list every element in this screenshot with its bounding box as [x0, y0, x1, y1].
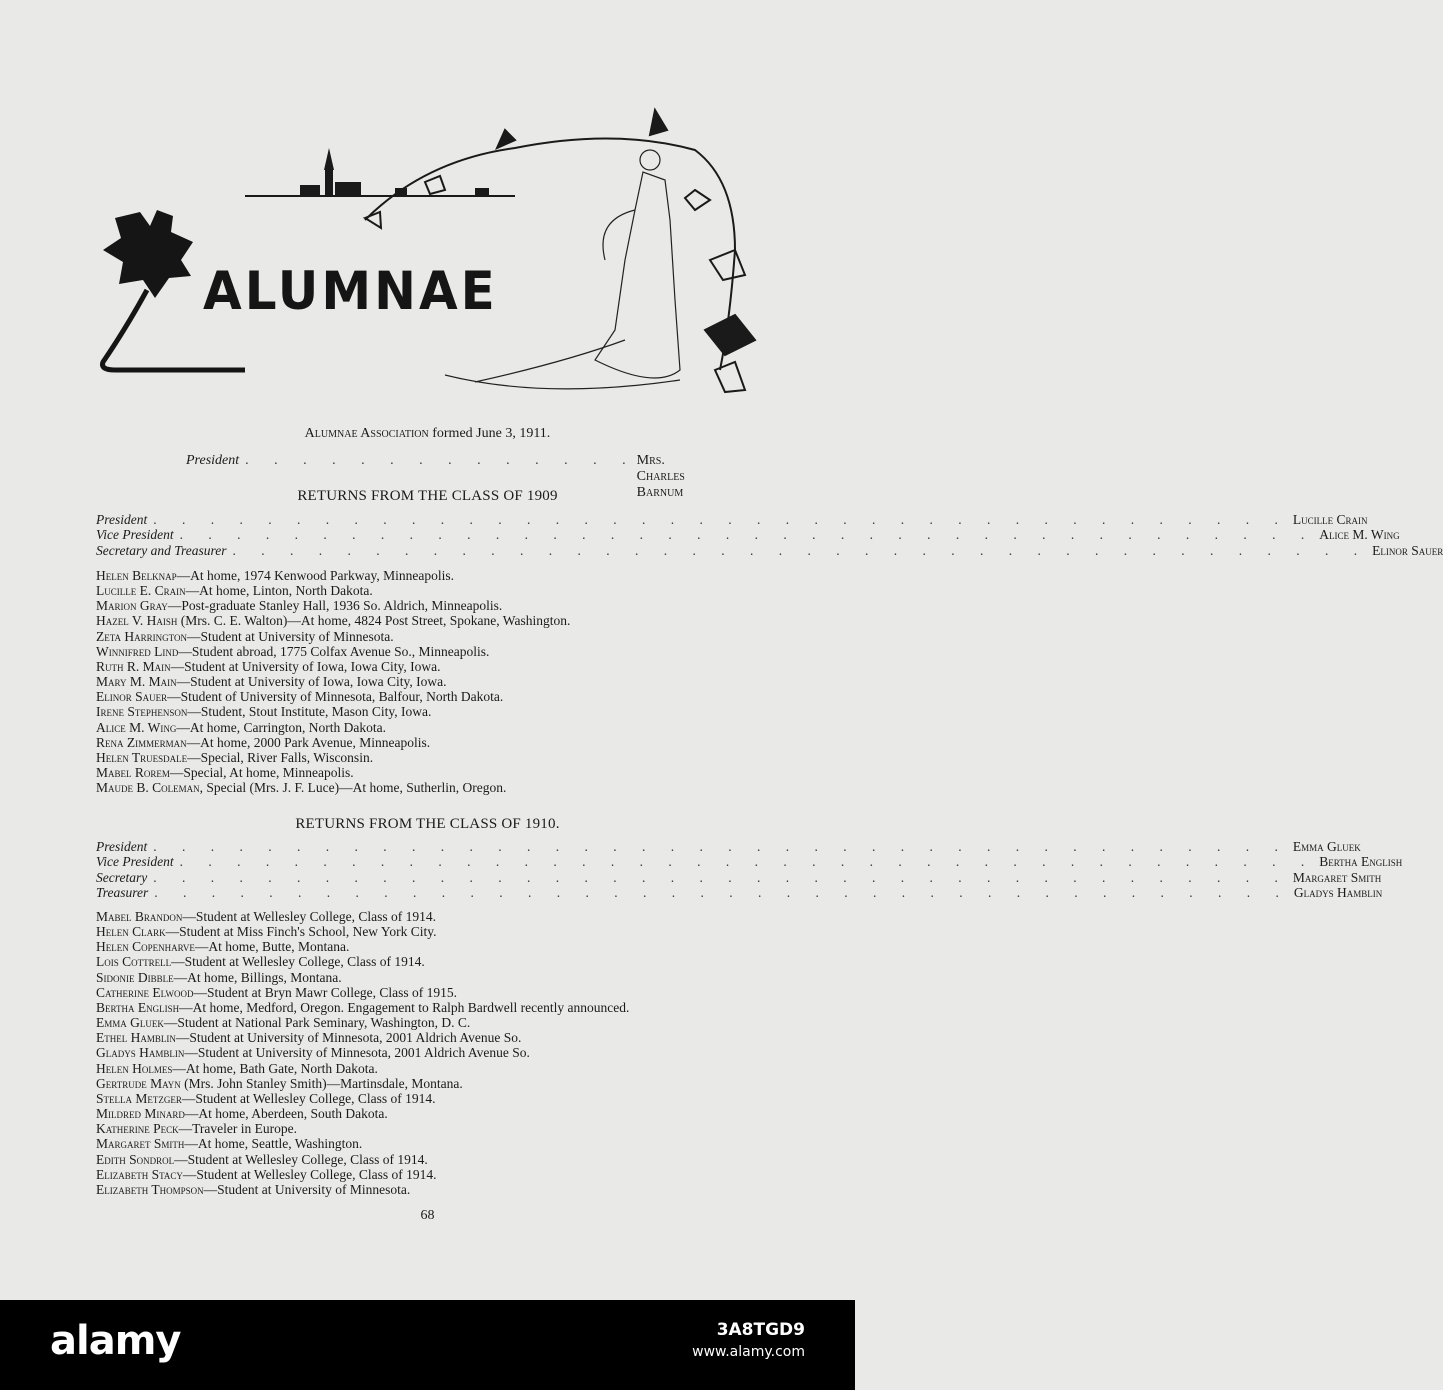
officer-role: President: [186, 453, 240, 468]
member-details: —Student abroad, 1775 Colfax Avenue So., Minneapolis.: [178, 643, 490, 659]
class-1910-officers: [96, 839, 1403, 900]
officer-name: Mrs. Charles Barnum: [636, 453, 685, 500]
member-details: —At home, Aberdeen, South Dakota.: [184, 1106, 388, 1122]
member-entry: [96, 1015, 629, 1030]
officer-name: Alice M. Wing: [1319, 527, 1400, 543]
member-name: Katherine Peck: [96, 1121, 179, 1137]
member-details: —Student at University of Iowa, Iowa City, Iowa.: [170, 658, 441, 674]
ivy-vine-icon: [365, 110, 755, 392]
member-details: —Student at University of Iowa, Iowa City, Iowa.: [176, 674, 447, 690]
member-entry: [96, 750, 570, 765]
officer-role: Treasurer: [96, 884, 149, 900]
dot-leader: . . . . . . . . . . . . . . . . . . . . . . . . . . . . . . . . . . . . . . . .: [232, 542, 1369, 558]
member-entry: [96, 954, 629, 969]
association-name: Alumnae Association: [304, 426, 429, 441]
member-details: —Student, Stout Institute, Mason City, Iowa.: [187, 704, 432, 720]
officer-role: Vice President: [96, 527, 174, 543]
member-entry: [96, 689, 570, 704]
officer-role: Secretary and Treasurer: [96, 542, 227, 558]
member-entry: [96, 613, 570, 628]
dot-leader: . . . . . . . . . . . . . . . . . . . . . . . . . . . . . . . . . . . . . . . .: [179, 854, 1316, 870]
member-entry: [96, 1121, 629, 1136]
officer-row: [96, 869, 1382, 885]
member-name: Mabel Rorem: [96, 765, 170, 781]
member-name: Hazel V. Haish: [96, 613, 178, 629]
member-details: —At home, Butte, Montana.: [194, 939, 350, 955]
page-title: ALUMNAE: [203, 260, 498, 322]
member-entry: [96, 924, 629, 939]
member-entry: [96, 985, 629, 1000]
member-details: —Student at Wellesley College, Class of 1914.: [182, 1166, 437, 1182]
member-name: Maude B. Coleman: [96, 780, 200, 796]
member-name: Irene Stephenson: [96, 704, 188, 720]
dot-leader: . . . . . . . . . . . . . . . . . . . . . . . . . . . . . . . . . . . . . . . .: [179, 527, 1316, 543]
member-name: Gertrude Mayn: [96, 1075, 181, 1091]
member-details: —Student at National Park Seminary, Washington, D. C.: [163, 1015, 471, 1031]
member-entry: [96, 644, 570, 659]
member-name: Edith Sondrol: [96, 1151, 175, 1167]
member-name: Helen Clark: [96, 924, 166, 940]
member-entry: [96, 765, 570, 780]
officer-role: President: [96, 839, 148, 854]
member-details: —Student at Bryn Mawr College, Class of 1915.: [193, 984, 458, 1000]
member-name: Sidonie Dibble: [96, 969, 174, 985]
member-details: —Student at Miss Finch's School, New York City.: [165, 924, 437, 940]
officer-name: Lucille Crain: [1292, 512, 1368, 527]
officer-row: [96, 542, 1443, 558]
member-entry: [96, 659, 570, 674]
header-illustration: [95, 100, 775, 405]
association-formed-text: formed June 3, 1911.: [428, 426, 551, 441]
stock-footer: [0, 1300, 855, 1390]
member-entry: [96, 780, 570, 795]
member-details: (Mrs. John Stanley Smith)—Martinsdale, Montana.: [180, 1075, 463, 1091]
member-details: —At home, Bath Gate, North Dakota.: [172, 1060, 378, 1076]
member-details: (Mrs. C. E. Walton)—At home, 4824 Post Street, Spokane, Washington.: [177, 613, 571, 629]
member-entry: [96, 1136, 629, 1151]
member-details: —At home, Carrington, North Dakota.: [176, 719, 386, 735]
member-entry: [96, 735, 570, 750]
member-entry: [96, 1182, 629, 1197]
member-name: Elizabeth Stacy: [96, 1166, 183, 1182]
member-entry: [96, 909, 629, 924]
member-details: —At home, Medford, Oregon. Engagement to Ralph Bardwell recently announced.: [179, 999, 630, 1015]
member-details: —Post-graduate Stanley Hall, 1936 So. Aldrich, Minneapolis.: [167, 598, 503, 614]
dot-leader: . . . . . . . . . . . . . . . . . . . . . . . . . . . . . . . . . . . . . . . .: [153, 512, 1289, 527]
member-entry: [96, 1167, 629, 1182]
member-details: —Student of University of Minnesota, Balfour, North Dakota.: [167, 689, 504, 705]
member-name: Ethel Hamblin: [96, 1030, 176, 1046]
class-1909-officers: [96, 512, 1443, 558]
member-entry: [96, 598, 570, 613]
class-1909-heading: RETURNS FROM THE CLASS OF 1909: [297, 488, 558, 504]
member-name: Winnifred Lind: [96, 643, 179, 659]
officer-role: Vice President: [96, 854, 174, 870]
member-name: Ruth R. Main: [96, 658, 171, 674]
image-id: 3A8TGD9: [716, 1320, 805, 1340]
member-name: Helen Holmes: [96, 1060, 173, 1076]
member-name: Elizabeth Thompson: [96, 1181, 204, 1197]
member-entry: [96, 1000, 629, 1015]
officer-row: [96, 854, 1403, 870]
member-name: Stella Metzger: [96, 1090, 182, 1106]
member-name: Marion Gray: [96, 598, 168, 614]
member-name: Mabel Brandon: [96, 909, 183, 924]
member-details: —Student at Wellesley College, Class of 1914.: [181, 1090, 436, 1106]
class-1909-members: [96, 568, 570, 795]
officer-row: [96, 839, 1361, 854]
member-name: Bertha English: [96, 999, 180, 1015]
member-details: —Student at University of Minnesota, 2001 Aldrich Avenue So.: [184, 1045, 530, 1061]
member-name: Zeta Harrington: [96, 628, 187, 644]
officer-row: [96, 512, 1368, 527]
member-details: —At home, Billings, Montana.: [173, 969, 342, 985]
member-name: Elinor Sauer: [96, 689, 168, 705]
dot-leader: . . . . . . . . . . . . . . . . . . . . . . . . . . . . . . . . . . . . . . . .: [154, 884, 1290, 900]
member-details: —Special, At home, Minneapolis.: [169, 765, 354, 781]
member-entry: [96, 1030, 629, 1045]
member-details: —Traveler in Europe.: [178, 1121, 297, 1137]
member-name: Mildred Minard: [96, 1106, 185, 1122]
dot-leader: . . . . . . . . . . . . . . . . . . . . . . . . . . . . . . . . . . . . . . . .: [153, 839, 1289, 854]
member-name: Margaret Smith: [96, 1136, 185, 1152]
officer-name: Gladys Hamblin: [1293, 884, 1383, 900]
member-details: —Student at Wellesley College, Class of 1914.: [171, 954, 425, 970]
member-details: —At home, Linton, North Dakota.: [185, 583, 373, 599]
member-details: —Student at Wellesley College, Class of 1914.: [182, 909, 437, 924]
member-entry: [96, 1091, 629, 1106]
member-name: Helen Truesdale: [96, 749, 188, 765]
member-name: Lucille E. Crain: [96, 583, 186, 599]
member-entry: [96, 720, 570, 735]
officer-role: President: [96, 512, 148, 527]
member-details: —Special, River Falls, Wisconsin.: [187, 749, 374, 765]
dot-leader: . . . . . . . . . . . . . .: [245, 453, 637, 468]
member-name: Alice M. Wing: [96, 719, 177, 735]
officer-name: Emma Gluek: [1292, 839, 1361, 854]
member-entry: [96, 1152, 629, 1167]
member-details: —At home, 1974 Kenwood Parkway, Minneapolis.: [176, 568, 454, 583]
officer-name: Margaret Smith: [1292, 869, 1382, 885]
officer-role: Secretary: [96, 869, 148, 885]
class-1910-members: [96, 909, 629, 1197]
member-entry: [96, 1076, 629, 1091]
dot-leader: . . . . . . . . . . . . . . . . . . . . . . . . . . . . . . . . . . . . . . . .: [153, 869, 1289, 885]
class-1910-heading: RETURNS FROM THE CLASS OF 1910.: [295, 816, 560, 832]
member-entry: [96, 970, 629, 985]
alamy-logo: alamy: [50, 1318, 181, 1364]
member-details: —Student at University of Minnesota.: [186, 628, 394, 644]
officer-row: [96, 527, 1400, 543]
member-name: Helen Belknap: [96, 568, 177, 583]
member-details: —At home, Seattle, Washington.: [184, 1136, 363, 1152]
member-details: —Student at University of Minnesota.: [203, 1181, 411, 1197]
member-entry: [96, 704, 570, 719]
member-name: Helen Copenharve: [96, 939, 195, 955]
stock-url: www.alamy.com: [692, 1344, 805, 1360]
member-entry: [96, 1045, 629, 1060]
member-details: —Student at Wellesley College, Class of 1914.: [174, 1151, 428, 1167]
officer-row: [96, 884, 1383, 900]
member-entry: [96, 1061, 629, 1076]
officer-name: Elinor Sauer: [1372, 542, 1443, 558]
officer-name: Bertha English: [1319, 854, 1403, 870]
member-details: —At home, 2000 Park Avenue, Minneapolis.: [186, 734, 431, 750]
member-name: Mary M. Main: [96, 674, 177, 690]
member-details: , Special (Mrs. J. F. Luce)—At home, Sutherlin, Oregon.: [199, 780, 507, 796]
member-entry: [96, 1106, 629, 1121]
member-entry: [96, 629, 570, 644]
member-entry: [96, 583, 570, 598]
member-details: —Student at University of Minnesota, 2001 Aldrich Avenue So.: [175, 1030, 522, 1046]
member-name: Emma Gluek: [96, 1015, 164, 1031]
page-number: 68: [420, 1208, 435, 1223]
member-name: Lois Cottrell: [96, 954, 172, 970]
member-name: Rena Zimmerman: [96, 734, 187, 750]
member-entry: [96, 568, 570, 583]
member-name: Catherine Elwood: [96, 984, 194, 1000]
member-entry: [96, 939, 629, 954]
association-formed: [0, 426, 855, 442]
member-entry: [96, 674, 570, 689]
member-name: Gladys Hamblin: [96, 1045, 185, 1061]
